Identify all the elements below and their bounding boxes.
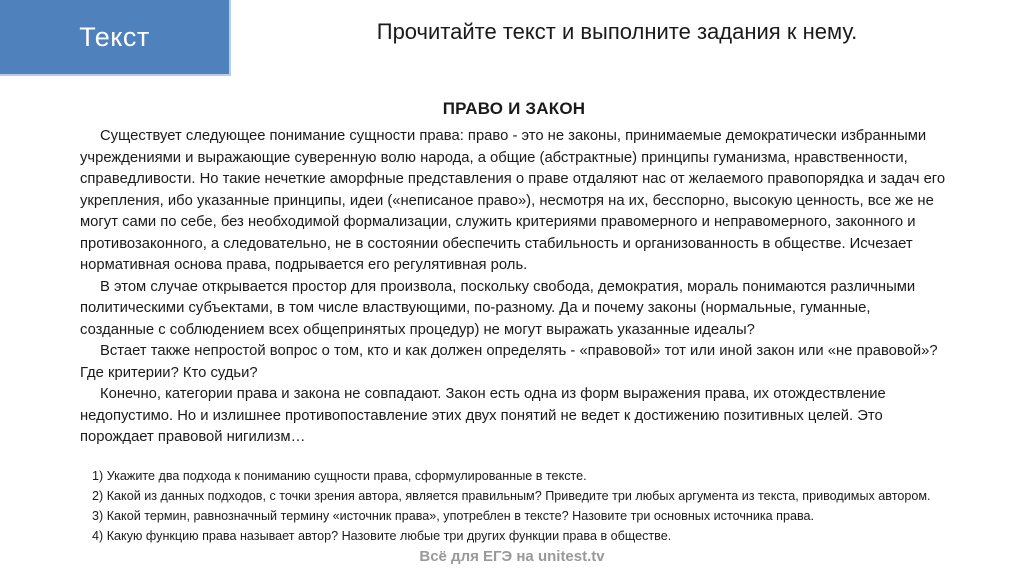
question-2: 2) Какой из данных подходов, с точки зрения автора, является правильным? Приведите три любых аргумента из текста, приводимых автором.: [92, 488, 931, 503]
questions-list: [80, 466, 948, 546]
paragraph-3: Встает также непростой вопрос о том, кто и как должен определять - «правовой» тот или иной закон или «не правовой»? Где критерии? Кто судьи?: [80, 343, 938, 381]
slide-tag-box: [0, 0, 231, 76]
slide-instruction: Прочитайте текст и выполните задания к нему.: [376, 19, 858, 44]
text-content: [80, 99, 948, 546]
paragraph-1: Существует следующее понимание сущности права: право - это не законы, принимаемые демократически избранными учреждениями и выражающие суверенную волю народа, а общие (абстрактные) принципы гуманизма, нравственности, справедливости. Но такие нечеткие аморфные представления о праве отдаляют нас от желаемого правопорядка и задач его укрепления, ибо указанные принципы, идеи («неписаное право»), несмотря на их, бесспорно, высокую ценность, все же не могут сами по себе, без необходимой формализации, служить критериями правомерного и неправомерного, законного и противозаконного, а следовательно, не в состоянии обеспечить стабильность и организованность в обществе. Исчезает нормативная основа права, подрывается его регулятивная роль.: [80, 128, 946, 273]
question-4: 4) Какую функцию права называет автор? Назовите любые три других функции права в обществе.: [92, 528, 672, 543]
site-watermark: Всё для ЕГЭ на unitest.tv: [419, 548, 605, 565]
paragraph-2: В этом случае открывается простор для произвола, поскольку свобода, демократия, мораль понимаются различными политическими субъектами, в том числе властвующими, по-разному. Да и почему законы (нормальные, гуманные, созданные с соблюдением всех общепринятых процедур) не могут выражать указанные идеалы?: [80, 278, 916, 338]
paragraph-4: Конечно, категории права и закона не совпадают. Закон есть одна из форм выражения права, их отождествление недопустимо. Но и излишнее противопоставление этих двух понятий не ведет к достижению позитивных целей. Это порождает правовой нигилизм…: [80, 386, 886, 445]
question-1: 1) Укажите два подхода к пониманию сущности права, сформулированные в тексте.: [92, 468, 587, 483]
question-3: 3) Какой термин, равнозначный термину «источник права», употреблен в тексте? Назовите три основных источника права.: [92, 508, 815, 523]
document-title: ПРАВО И ЗАКОН: [442, 99, 586, 118]
slide-tag-label: Текст: [79, 21, 150, 52]
